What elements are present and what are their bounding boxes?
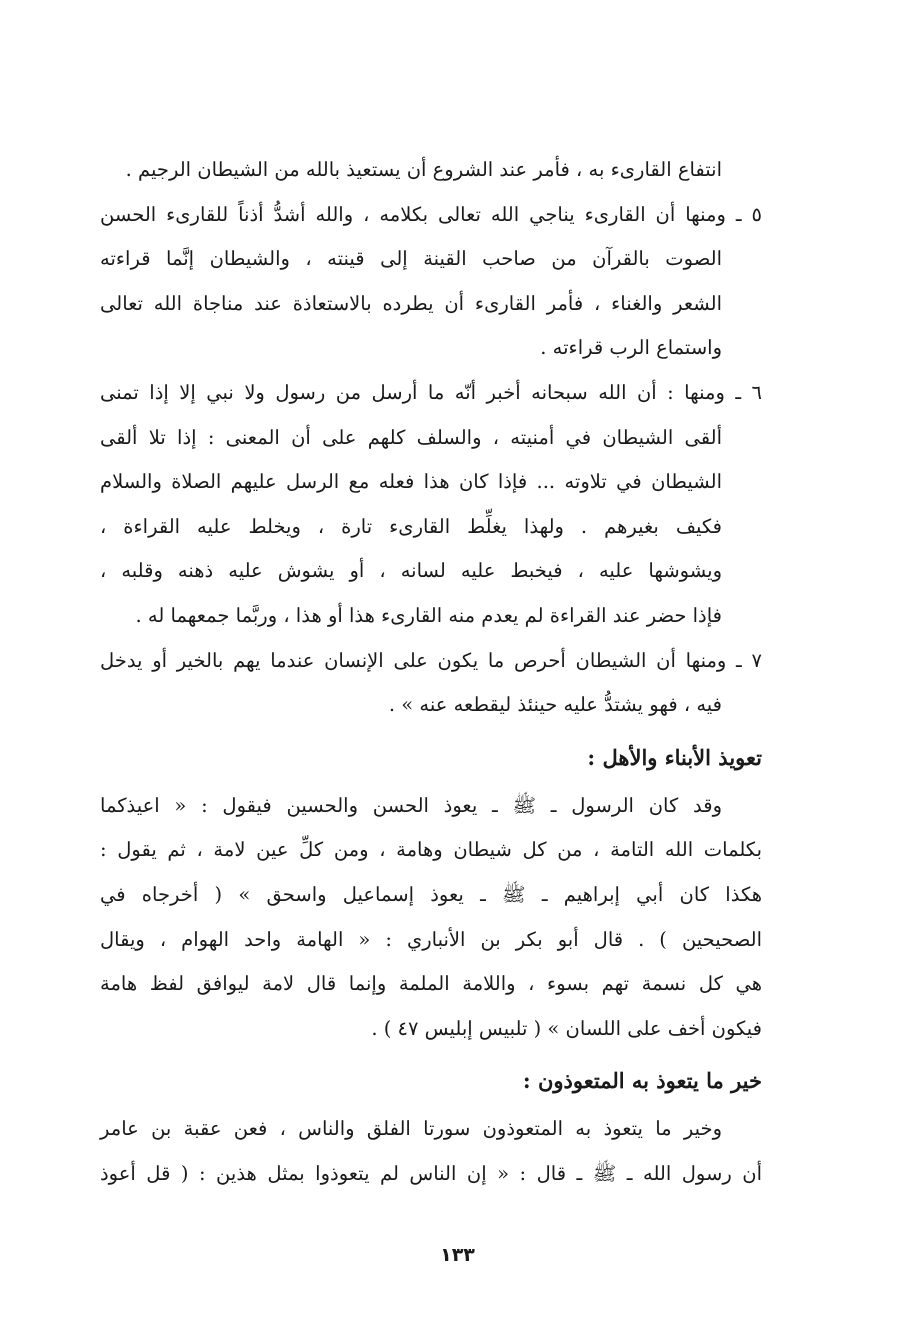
text-line: واستماع الرب قراءته . xyxy=(540,336,722,360)
text-line: ٥ ـ ومنها أن القارىء يناجي الله تعالى بكلامه ، والله أشدُّ أذناً للقارىء الحسن xyxy=(100,202,762,226)
text-line: هكذا كان أبي إبراهيم ـ ﷺ ـ يعوذ إسماعيل واسحق » ( أخرجاه في xyxy=(100,882,762,906)
section-children-protection xyxy=(100,732,762,1052)
page-body xyxy=(100,148,762,1196)
section-best-refuge xyxy=(100,1055,762,1196)
text-line: الشيطان في تلاوته ... فإذا كان هذا فعله مع الرسل عليهم الصلاة والسلام xyxy=(100,470,722,494)
text-line: ويشوشها عليه ، فيخبط عليه لسانه ، أو يشوش عليه ذهنه وقلبه ، xyxy=(100,559,722,583)
text-line: ٧ ـ ومنها أن الشيطان أحرص ما يكون على الإنسان عندما يهم بالخير أو يدخل xyxy=(100,648,762,672)
text-line: بكلمات الله التامة ، من كل شيطان وهامة ، ومن كلِّ عين لامة ، ثم يقول : xyxy=(100,838,762,862)
text-line: وقد كان الرسول ـ ﷺ ـ يعوذ الحسن والحسين فيقول : « اعيذكما xyxy=(100,793,722,817)
text-line: فيه ، فهو يشتدُّ عليه حينئذ ليقطعه عنه » . xyxy=(388,693,722,717)
list-item-6 xyxy=(100,371,762,639)
text-line: هي كل نسمة تهم بسوء ، واللامة الملمة وإنما قال لامة ليوافق لفظ هامة xyxy=(100,972,762,996)
text-line: انتفاع القارىء به ، فأمر عند الشروع أن يستعيذ بالله من الشيطان الرجيم . xyxy=(125,158,722,181)
text-line: ألقى الشيطان في أمنيته ، والسلف كلهم على أن المعنى : إذا تلا ألقى xyxy=(100,425,722,449)
text-line: الصوت بالقرآن من صاحب القينة إلى قينته ، والشيطان إنَّما قراءته xyxy=(100,247,722,271)
text-line: وخير ما يتعوذ به المتعوذون سورتا الفلق والناس ، فعن عقبة بن عامر xyxy=(100,1117,722,1141)
text-line: ٦ ـ ومنها : أن الله سبحانه أخبر أنّه ما أرسل من رسول ولا نبي إلا إذا تمنى xyxy=(100,380,762,404)
page-number: ١٣٣ xyxy=(440,1244,475,1266)
list-item-5 xyxy=(100,193,762,371)
section-heading: خير ما يتعوذ به المتعوذون : xyxy=(522,1068,762,1094)
list-item-7 xyxy=(100,639,762,728)
text-line: الشعر والغناء ، فأمر القارىء أن يطرده بالاستعاذة عند مناجاة الله تعالى xyxy=(100,291,722,315)
text-line: فكيف بغيرهم . ولهذا يغلِّط القارىء تارة ، ويخلط عليه القراءة ، xyxy=(100,514,722,538)
text-line: الصحيحين ) . قال أبو بكر بن الأنباري : « الهامة واحد الهوام ، ويقال xyxy=(100,927,762,951)
section-heading: تعويذ الأبناء والأهل : xyxy=(587,744,762,770)
text-line: أن رسول الله ـ ﷺ ـ قال : « إن الناس لم يتعوذوا بمثل هذين : ( قل أعوذ xyxy=(100,1161,762,1185)
text-line: فيكون أخف على اللسان » ( تلبيس إبليس ٤٧ ) . xyxy=(371,1016,762,1040)
text-line: فإذا حضر عند القراءة لم يعدم منه القارىء هذا أو هذا ، وربَّما جمعهما له . xyxy=(135,603,722,627)
intro-paragraph xyxy=(100,148,762,193)
